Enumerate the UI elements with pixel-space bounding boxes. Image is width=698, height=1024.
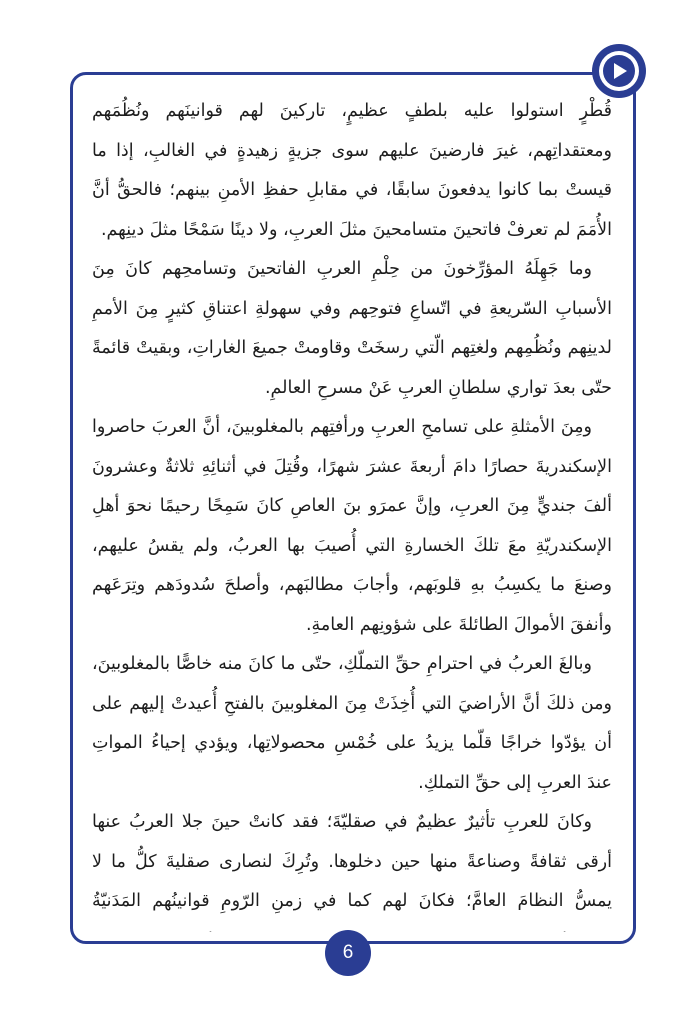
play-icon[interactable]: [592, 44, 646, 98]
page-number: 6: [325, 930, 371, 976]
body-text: [92, 92, 612, 932]
paragraph-5: وكانَ للعربِ تأثيرٌ عظيمٌ في صقليّةَ؛ فقد كانتْ حينَ جلا العربُ عنها أرقى ثقافةً وصناعةً منها حين دخلوها. وتُرِكَ لنصارى صقليةَ كلُّ ما لا يمسُّ النظامَ العامَّ؛ فكانَ لهم كما في زمنِ الرّومِ قوانينُهم المَدَنيّةُ: [92, 812, 612, 911]
play-icon-ring: [599, 51, 639, 91]
paragraph-4: وبالغَ العربُ في احترامِ حقِّ التملّكِ، حتّى ما كانَ منه خاصًّا بالمغلوبينَ، ومن ذلكَ أنَّ الأراضيَ التي أُخِذَتْ مِنَ المغلوبينَ بالفتحِ أُعيدتْ إليهم على أن يؤدّوا خراجًا قلّما يزيدُ على خُمْسِ محصولاتِها، ويؤدي إحياءُ المواتِ عندَ العربِ إلى حقِّ التملكِ.: [92, 654, 612, 793]
paragraph-1: قُطْرٍ استولوا عليه بلطفٍ عظيمٍ، تاركينَ لهم قوانينَهم ونُظُمَهم ومعتقداتِهم، غيرَ فارضينَ عليهم سوى جزيةٍ زهيدةٍ في الغالبِ، إذا ما قيستْ بما كانوا يدفعونَ سابقًا، في مقابلِ حفظِ الأمنِ بينهم؛ فالحقُّ أنَّ الأُمَمَ لم تعرفْ فاتحينَ متسامحينَ مثلَ العربِ، ولا دينًا سَمْحًا مثلَ دينِهم.: [92, 101, 612, 240]
paragraph-2: وما جَهِلَهُ المؤرِّخونَ من حِلْمِ العربِ الفاتحينَ وتسامحِهم كانَ مِنَ الأسبابِ السّريعةِ في اتّساعِ فتوحِهم وفي سهولةِ اعتناقِ كثيرٍ مِنَ الأممِ لدينِهم ونُظُمِهم ولغتِهم الّتي رسخَتْ وقاومتْ جميعَ الغاراتِ، وبقيتْ قائمةً حتّى بعدَ تواري سلطانِ العربِ عَنْ مسرحِ العالمِ.: [92, 259, 612, 398]
play-triangle-icon: [609, 61, 629, 81]
paragraph-3: ومِنَ الأمثلةِ على تسامحِ العربِ ورأفتِهم بالمغلوبينَ، أنَّ العربَ حاصروا الإسكندريةَ حصارًا دامَ أربعةَ عشرَ شهرًا، وقُتِلَ في أثنائِهِ ثلاثةٌ وعشرونَ ألفَ جنديٍّ مِنَ العربِ، وإنَّ عمرَو بنَ العاصِ كانَ سَمِحًا رحيمًا نحوَ أهلِ الإسكندريّةِ معَ تلكَ الخسارةِ التي أُصيبَ بها العربُ، ولم يقسُ عليهم، وصنعَ ما يكسِبُ بهِ قلوبَهم، وأجابَ مطالبَهم، وأصلحَ سُدودَهم وتِرَعَهم وأنفقَ الأموالَ الطائلةَ على شؤونِهم العامةِ.: [92, 417, 612, 635]
play-icon-disc: [603, 55, 635, 87]
